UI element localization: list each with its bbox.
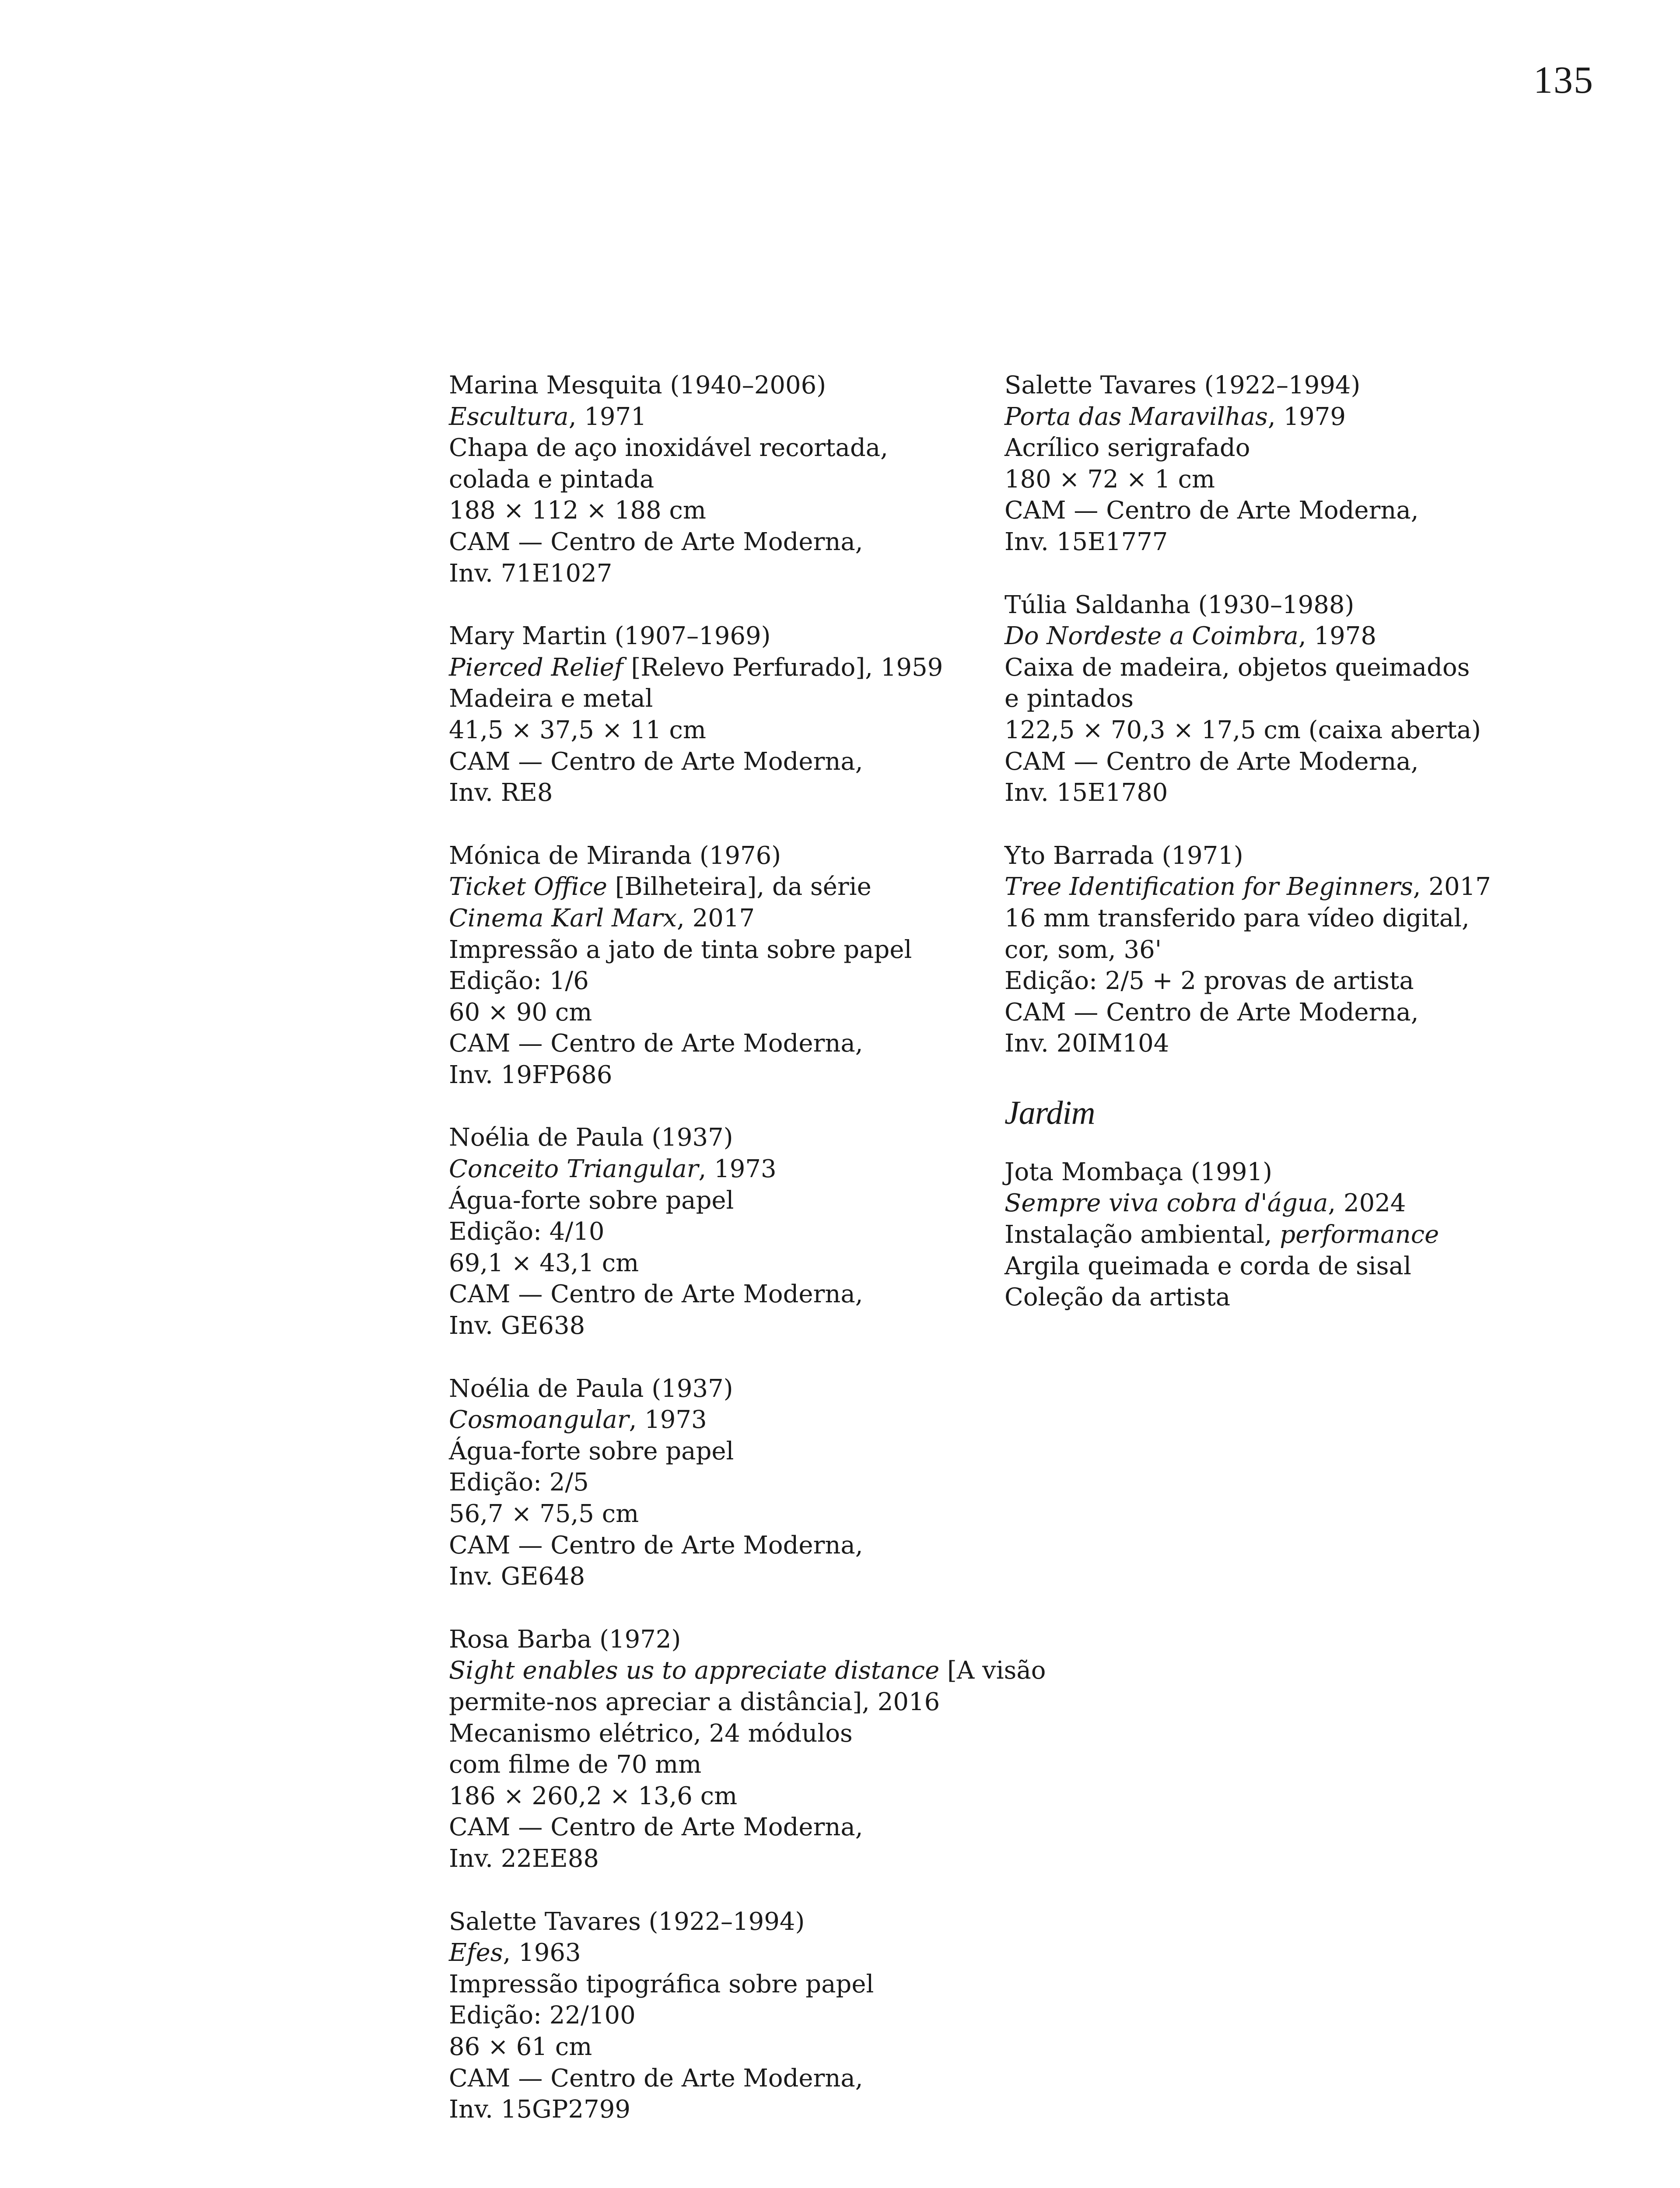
entry-detail: Mecanismo elétrico, 24 módulos <box>449 1719 853 1748</box>
work-title-suffix: , 1978 <box>1298 622 1376 651</box>
work-title-suffix: , 1963 <box>503 1939 581 1967</box>
entry-collection: CAM — Centro de Arte Moderna, <box>449 1029 863 1058</box>
work-series-suffix: , 2017 <box>677 904 755 933</box>
work-title: Porta das Maravilhas <box>1004 402 1268 431</box>
catalog-entry <box>449 1122 987 1341</box>
work-title: Ticket Office <box>449 873 608 901</box>
work-title-suffix: , 2017 <box>1413 873 1491 901</box>
entry-medium-italic: performance <box>1280 1220 1439 1249</box>
artist-name: Rosa Barba (1972) <box>449 1625 681 1654</box>
entry-collection: CAM — Centro de Arte Moderna, <box>449 1531 863 1560</box>
work-title-line <box>1004 401 1543 433</box>
entry-detail: Impressão a jato de tinta sobre papel <box>449 935 912 964</box>
entry-detail: Acrílico serigrafado <box>1004 434 1250 463</box>
entry-dimensions: 60 × 90 cm <box>449 998 592 1027</box>
entry-detail: Água-forte sobre papel <box>449 1437 734 1466</box>
work-title-line <box>1004 621 1543 652</box>
entry-collection: CAM — Centro de Arte Moderna, <box>1004 747 1419 776</box>
entry-inventory: Inv. 19FP686 <box>449 1060 612 1089</box>
entry-inventory: Inv. GE648 <box>449 1562 585 1591</box>
entry-edition: Edição: 2/5 <box>449 1468 589 1497</box>
entry-detail: Impressão tipográfica sobre papel <box>449 1970 874 1999</box>
artist-name: Jota Mombaça (1991) <box>1004 1157 1273 1186</box>
catalog-entry <box>449 1624 1046 1875</box>
work-title: Conceito Triangular <box>449 1155 699 1184</box>
work-title-line <box>449 401 987 433</box>
entry-edition: Edição: 4/10 <box>449 1217 605 1246</box>
work-series: Cinema Karl Marx <box>449 904 677 933</box>
entry-inventory: Inv. RE8 <box>449 778 553 807</box>
catalog-entry <box>1004 589 1543 809</box>
section-heading: Jardim <box>1004 1094 1095 1131</box>
entry-dimensions: 69,1 × 43,1 cm <box>449 1248 639 1277</box>
entry-detail: e pintados <box>1004 684 1134 713</box>
artist-name: Mónica de Miranda (1976) <box>449 841 781 870</box>
work-title-suffix: , 1971 <box>568 402 647 431</box>
artist-name: Salette Tavares (1922–1994) <box>1004 371 1361 400</box>
work-title-line <box>449 1404 987 1436</box>
work-title-suffix: [Relevo Perfurado], 1959 <box>623 653 943 682</box>
entry-detail: Argila queimada e corda de sisal <box>1004 1252 1411 1280</box>
entry-inventory: Inv. 15E1777 <box>1004 527 1168 556</box>
work-title: Tree Identification for Beginners <box>1004 873 1413 901</box>
entry-detail: 16 mm transferido para vídeo digital, <box>1004 904 1470 933</box>
work-title-line <box>449 1937 987 1969</box>
entry-collection: Coleção da artista <box>1004 1283 1231 1312</box>
work-title-suffix: , 1979 <box>1267 402 1346 431</box>
entry-dimensions: 122,5 × 70,3 × 17,5 cm (caixa aberta) <box>1004 715 1481 744</box>
entry-dimensions: 180 × 72 × 1 cm <box>1004 465 1215 494</box>
work-title: Escultura <box>449 402 569 431</box>
work-title: Sempre viva cobra d'água <box>1004 1189 1328 1218</box>
entry-inventory: Inv. 71E1027 <box>449 559 612 588</box>
work-title-line <box>449 652 987 684</box>
entry-detail: cor, som, 36' <box>1004 935 1162 964</box>
entry-dimensions: 56,7 × 75,5 cm <box>449 1500 639 1528</box>
entry-detail: Água-forte sobre papel <box>449 1186 734 1215</box>
artist-name: Mary Martin (1907–1969) <box>449 622 771 651</box>
artist-name: Túlia Saldanha (1930–1988) <box>1004 590 1354 619</box>
entry-medium: Instalação ambiental, <box>1004 1220 1280 1249</box>
entry-collection: CAM — Centro de Arte Moderna, <box>449 2064 863 2093</box>
work-title: Cosmoangular <box>449 1406 629 1434</box>
entry-edition: Edição: 22/100 <box>449 2001 636 2030</box>
entry-collection: CAM — Centro de Arte Moderna, <box>1004 998 1419 1027</box>
right-column <box>1004 370 1543 1345</box>
work-title-suffix: , 2024 <box>1328 1189 1406 1218</box>
entry-detail: Chapa de aço inoxidável recortada, <box>449 434 888 463</box>
entry-collection: CAM — Centro de Arte Moderna, <box>1004 496 1419 525</box>
work-title-suffix: , 1973 <box>629 1406 707 1434</box>
entry-inventory: Inv. GE638 <box>449 1311 585 1340</box>
work-title: Sight enables us to appreciate distance <box>449 1656 940 1685</box>
entry-medium-line <box>1004 1219 1543 1251</box>
entry-edition: Edição: 1/6 <box>449 967 589 996</box>
entry-dimensions: 86 × 61 cm <box>449 2032 592 2061</box>
catalog-entry <box>1004 1157 1543 1313</box>
entry-detail: Madeira e metal <box>449 684 653 713</box>
catalog-entry <box>1004 840 1543 1059</box>
page-number: 135 <box>1533 59 1594 102</box>
work-title-line <box>1004 871 1543 903</box>
entry-inventory: Inv. 15GP2799 <box>449 2095 630 2124</box>
entry-inventory: Inv. 15E1780 <box>1004 778 1168 807</box>
catalog-entry <box>449 621 987 809</box>
entry-detail: com filme de 70 mm <box>449 1750 702 1779</box>
artist-name: Salette Tavares (1922–1994) <box>449 1907 805 1936</box>
work-title: Efes <box>449 1939 503 1967</box>
catalog-entry <box>449 1906 987 2125</box>
entry-collection: CAM — Centro de Arte Moderna, <box>449 527 863 556</box>
work-title-line <box>449 1655 1046 1687</box>
entry-collection: CAM — Centro de Arte Moderna, <box>449 747 863 776</box>
entry-detail: colada e pintada <box>449 465 654 494</box>
catalog-entry <box>449 1373 987 1592</box>
entry-edition: Edição: 2/5 + 2 provas de artista <box>1004 967 1414 996</box>
entry-dimensions: 41,5 × 37,5 × 11 cm <box>449 715 706 744</box>
entry-detail: Caixa de madeira, objetos queimados <box>1004 653 1470 682</box>
artist-name: Noélia de Paula (1937) <box>449 1123 733 1152</box>
entry-collection: CAM — Centro de Arte Moderna, <box>449 1813 863 1842</box>
work-title: Do Nordeste a Coimbra <box>1004 622 1298 651</box>
catalog-entry <box>449 370 987 589</box>
artist-name: Marina Mesquita (1940–2006) <box>449 371 826 400</box>
artist-name: Noélia de Paula (1937) <box>449 1374 733 1403</box>
catalog-entry <box>449 840 987 1091</box>
work-title-suffix: [Bilheteira], da série <box>607 873 872 901</box>
entry-dimensions: 186 × 260,2 × 13,6 cm <box>449 1781 738 1810</box>
work-title-line <box>449 871 987 903</box>
entry-inventory: Inv. 20IM104 <box>1004 1029 1169 1058</box>
entry-dimensions: 188 × 112 × 188 cm <box>449 496 706 525</box>
catalog-entry <box>1004 370 1543 558</box>
work-title-suffix: , 1973 <box>698 1155 777 1184</box>
work-title-line <box>449 1154 987 1185</box>
work-title-suffix: [A visão <box>939 1656 1046 1685</box>
work-title-line <box>1004 1188 1543 1219</box>
artist-name: Yto Barrada (1971) <box>1004 841 1243 870</box>
entry-inventory: Inv. 22EE88 <box>449 1844 599 1873</box>
work-title-continued: permite-nos apreciar a distância], 2016 <box>449 1687 940 1716</box>
work-title: Pierced Relief <box>449 653 623 682</box>
entry-collection: CAM — Centro de Arte Moderna, <box>449 1280 863 1309</box>
work-series-line <box>449 903 987 934</box>
left-column <box>449 370 1046 2157</box>
